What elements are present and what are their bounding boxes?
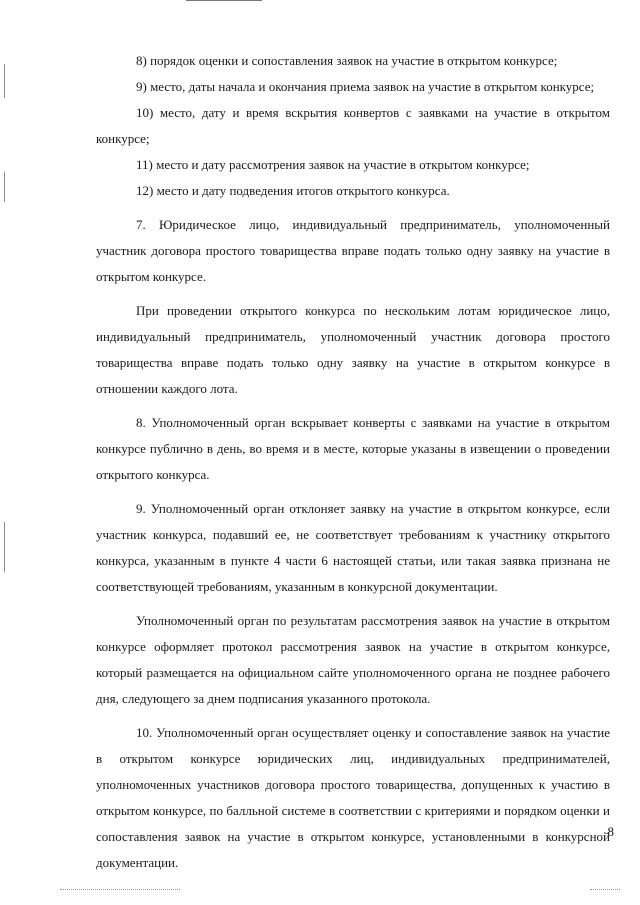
scan-artifact xyxy=(60,889,180,891)
clause-9-protocol: Уполномоченный орган по результатам рассмотрения заявок на участие в открытом конкурсе оформляет протокол рассмотрения заявок на участие в открытом конкурсе, который размещается на официальном сайте уполномоченного органа не позднее рабочего дня, следующего за днем подписания указанного протокола. xyxy=(96,613,610,706)
list-item-12: 12) место и дату подведения итогов открытого конкурса. xyxy=(136,183,450,198)
clause-8: 8. Уполномоченный орган вскрывает конверты с заявками на участие в открытом конкурсе публично в день, во время и в месте, которые указаны в извещении о проведении открытого конкурса. xyxy=(96,415,610,482)
page-number: 8 xyxy=(607,824,614,839)
binding-mark xyxy=(4,522,5,572)
document-body xyxy=(96,48,610,876)
clause-7: 7. Юридическое лицо, индивидуальный предприниматель, уполномоченный участник договора простого товарищества вправе подать только одну заявку на участие в открытом конкурсе. xyxy=(96,217,610,284)
binding-mark xyxy=(4,64,5,98)
clause-10: 10. Уполномоченный орган осуществляет оценку и сопоставление заявок на участие в открытом конкурсе юридических лиц, индивидуальных предпринимателей, уполномоченных участников договора простого товарищества, допущенных к участию в открытом конкурсе, по балльной системе в соответствии с критериями и порядком оценки и сопоставления заявок на участие в открытом конкурсе, установленными в конкурсной документации. xyxy=(96,725,610,870)
clause-9: 9. Уполномоченный орган отклоняет заявку на участие в открытом конкурсе, если участник конкурса, подавший ее, не соответствует требованиям к участнику открытого конкурса, указанным в пункте 4 части 6 настоящей статьи, или такая заявка признана не соответствующей требованиям, указанным в конкурсной документации. xyxy=(96,501,610,594)
list-item-11: 11) место и дату рассмотрения заявок на участие в открытом конкурсе; xyxy=(136,157,530,172)
top-edge-rule xyxy=(186,0,262,1)
list-item-8: 8) порядок оценки и сопоставления заявок на участие в открытом конкурсе; xyxy=(136,53,558,68)
list-item-10: 10) место, дату и время вскрытия конвертов с заявками на участие в открытом конкурсе; xyxy=(96,105,610,146)
binding-mark xyxy=(4,172,5,202)
clause-7-lots: При проведении открытого конкурса по нескольким лотам юридическое лицо, индивидуальный предприниматель, уполномоченный участник договора простого товарищества вправе подать только одну заявку на участие в открытом конкурсе в отношении каждого лота. xyxy=(96,303,610,396)
scan-artifact xyxy=(590,889,620,891)
list-item-9: 9) место, даты начала и окончания приема заявок на участие в открытом конкурсе; xyxy=(136,79,595,94)
